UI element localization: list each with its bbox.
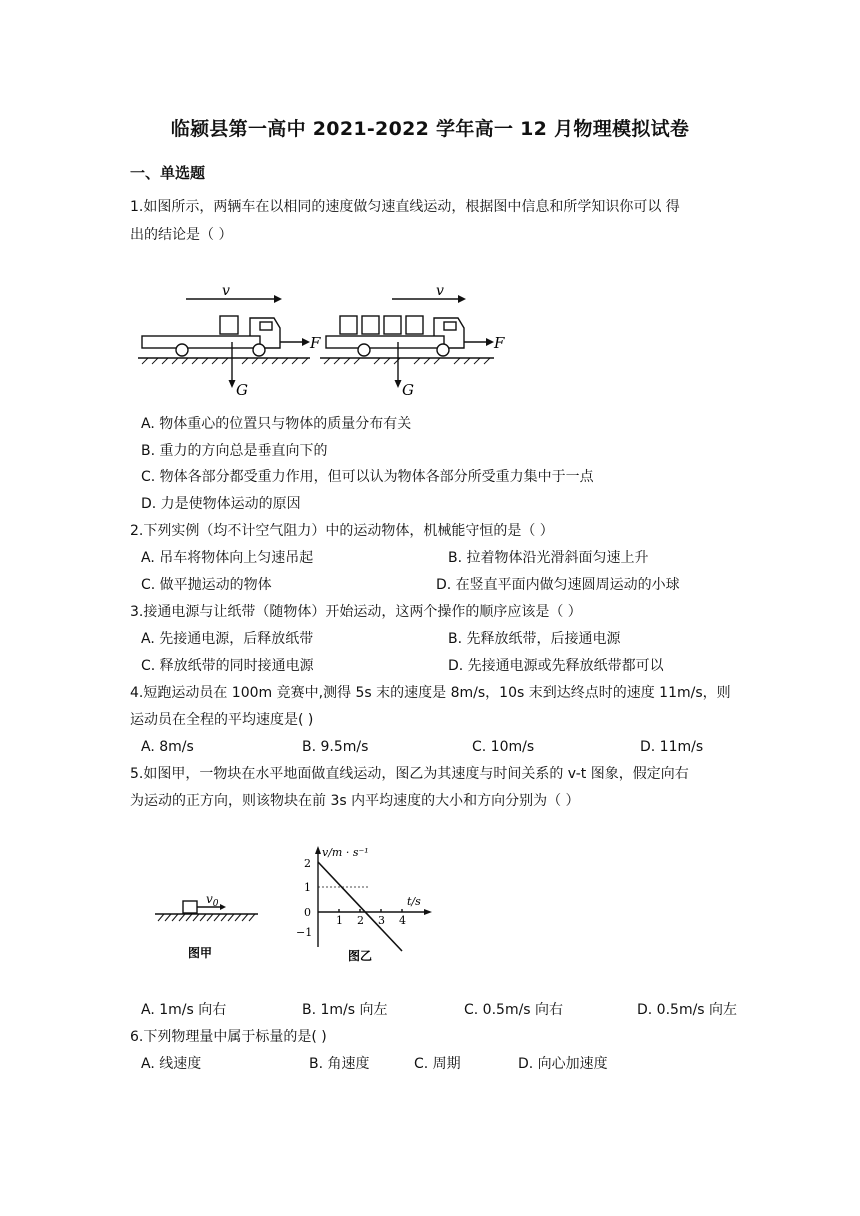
q1-option-d[interactable]: D. 力是使物体运动的原因 [141,496,301,512]
q3-option-a[interactable]: A. 先接通电源，后释放纸带 [141,631,314,647]
q5-stem-line2: 为运动的正方向，则该物块在前 3s 内平均速度的大小和方向分别为（ ） [130,793,580,809]
truck2-f-label: F [494,334,505,352]
q5-stem-line1: 5.如图甲，一物块在水平地面做直线运动，图乙为其速度与时间关系的 v-t 图象，假定向右 [130,766,689,782]
truck2-g-label: G [402,381,414,399]
q2-stem: 2.下列实例（均不计空气阻力）中的运动物体，机械能守恒的是（ ） [130,523,554,539]
fig-yi-caption: 图乙 [348,949,373,963]
fig-jia-caption: 图甲 [188,946,213,960]
truck1-box [220,316,238,334]
y-tick-0: 0 [304,906,311,919]
q5-option-d[interactable]: D. 0.5m/s 向左 [637,1002,738,1018]
y-tick-1: 1 [304,881,311,894]
q5-option-a[interactable]: A. 1m/s 向右 [141,1002,227,1018]
q1-option-a[interactable]: A. 物体重心的位置只与物体的质量分布有关 [141,416,412,432]
truck2-wheel-rear [358,344,370,356]
x-tick-2: 2 [357,914,364,927]
y-tick-2: 2 [304,857,311,870]
q4-option-b[interactable]: B. 9.5m/s [302,739,369,755]
truck1-wheel-rear [176,344,188,356]
truck1-bed [142,336,260,348]
q4-option-a[interactable]: A. 8m/s [141,739,194,755]
truck1-wheel-front [253,344,265,356]
q3-option-d[interactable]: D. 先接通电源或先释放纸带都可以 [448,658,664,674]
q4-stem-line1: 4.短跑运动员在 100m 竞赛中,测得 5s 末的速度是 8m/s，10s 末到达终点时的速度 11m/s，则 [130,685,731,701]
y-tick-neg1: −1 [296,926,313,939]
q3-stem: 3.接通电源与让纸带（随物体）开始运动，这两个操作的顺序应该是（ ） [130,604,582,620]
x-tick-4: 4 [399,914,406,927]
truck2-v-label: v [436,283,444,299]
q1-option-c[interactable]: C. 物体各部分都受重力作用，但可以认为物体各部分所受重力集中于一点 [141,469,594,485]
q5-vt-graph [290,840,440,970]
q3-option-b[interactable]: B. 先释放纸带，后接通电源 [448,631,621,647]
q5-option-c[interactable]: C. 0.5m/s 向右 [464,1002,564,1018]
q4-option-d[interactable]: D. 11m/s [640,739,704,755]
q1-trucks-figure [134,280,514,400]
block [183,901,197,913]
q6-option-d[interactable]: D. 向心加速度 [518,1056,608,1072]
q2-option-a[interactable]: A. 吊车将物体向上匀速吊起 [141,550,314,566]
truck1-g-label: G [236,381,248,399]
section-heading: 一、单选题 [130,164,206,182]
x-axis-label: t/s [407,895,421,908]
q4-stem-line2: 运动员在全程的平均速度是( ) [130,712,314,728]
truck2-bed [326,336,444,348]
q5-figure-jia [150,890,270,970]
q4-option-c[interactable]: C. 10m/s [472,739,535,755]
q1-option-b[interactable]: B. 重力的方向总是垂直向下的 [141,443,328,459]
q6-option-b[interactable]: B. 角速度 [309,1056,370,1072]
y-axis-label: v/m · s⁻¹ [322,846,369,859]
q2-option-c[interactable]: C. 做平抛运动的物体 [141,577,272,593]
q6-stem: 6.下列物理量中属于标量的是( ) [130,1029,327,1045]
x-tick-1: 1 [336,914,343,927]
x-tick-3: 3 [378,914,385,927]
q2-option-b[interactable]: B. 拉着物体沿光滑斜面匀速上升 [448,550,649,566]
page-title: 临颍县第一高中 2021-2022 学年高一 12 月物理模拟试卷 [170,118,690,140]
q6-option-a[interactable]: A. 线速度 [141,1056,202,1072]
q1-stem-line2: 出的结论是（ ） [130,227,233,243]
q1-stem-line1: 1.如图所示，两辆车在以相同的速度做匀速直线运动，根据图中信息和所学知识你可以 得 [130,199,680,215]
velocity-line [318,862,402,951]
v0-label: $v_0$ [206,892,219,909]
truck2-wheel-front [437,344,449,356]
q5-option-b[interactable]: B. 1m/s 向左 [302,1002,388,1018]
truck1-f-label: F [310,334,321,352]
q6-option-c[interactable]: C. 周期 [414,1056,461,1072]
q3-option-c[interactable]: C. 释放纸带的同时接通电源 [141,658,314,674]
truck1-v-label: v [222,283,230,299]
q2-option-d[interactable]: D. 在竖直平面内做匀速圆周运动的小球 [436,577,680,593]
